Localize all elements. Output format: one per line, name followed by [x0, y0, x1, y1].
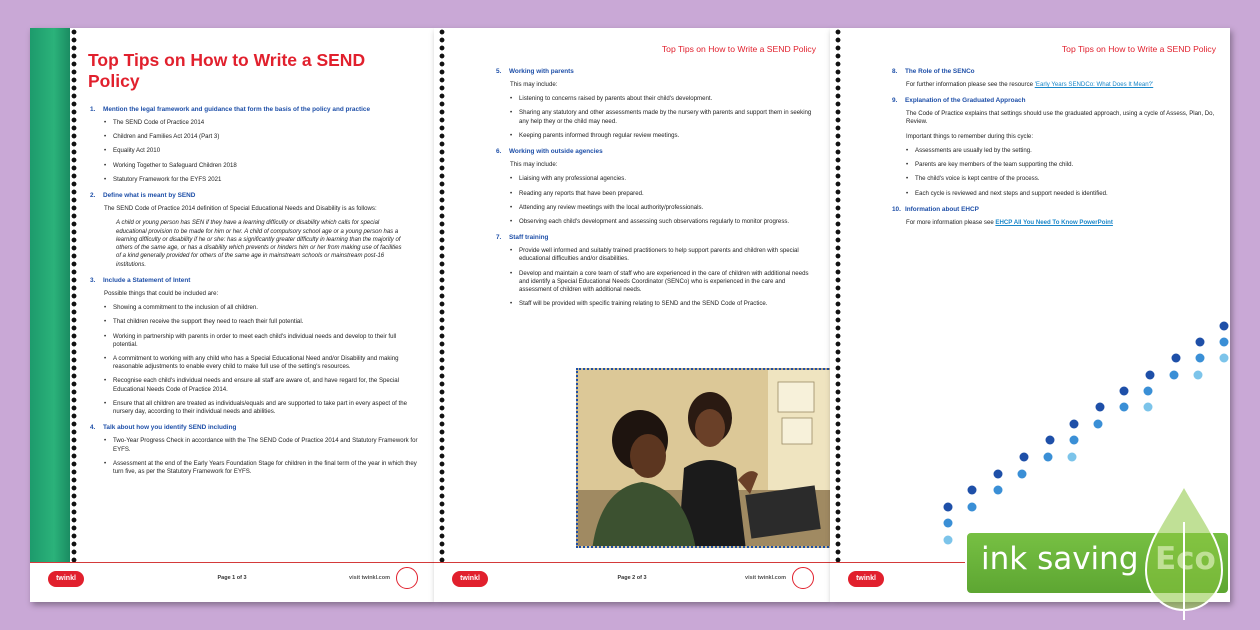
section-5-list — [510, 95, 816, 140]
page-1-content — [88, 28, 420, 558]
section-2-intro: The SEND Code of Practice 2014 definition of Special Educational Needs and Disability is as follows: — [104, 205, 377, 213]
list-item: • Attending any review meetings with the local authority/professionals. — [510, 204, 816, 212]
section-4-title: 4. Talk about how you identify SEND including — [90, 424, 237, 432]
section-10-text: For more information please see EHCP All You Need To Know PowerPoint — [906, 218, 1113, 226]
section-9-list — [906, 147, 1216, 198]
list-item: • Parents are key members of the team supporting the child. — [906, 161, 1216, 169]
section-10-title: 10. Information about EHCP — [892, 205, 979, 213]
section-8-text: For further information please see the resource 'Early Years SENDCo: What Does It Mean?' — [906, 81, 1154, 88]
photo-illustration — [578, 370, 830, 548]
list-item: • Recognise each child's individual needs and ensure all staff are aware of, and have regard for, the Special Educational Needs Code of Practice 2014. — [104, 377, 420, 393]
section-9-intro: The Code of Practice explains that settings should use the graduated approach, using a cycle of Assess, Plan, Do, Review. — [906, 110, 1215, 126]
list-item: • Working Together to Safeguard Children 2018 — [104, 162, 420, 170]
page-footer — [30, 562, 434, 602]
page-footer — [434, 562, 830, 602]
section-7-title: 7. Staff training — [496, 234, 549, 242]
list-item: • Listening to concerns raised by parents about their child's development. — [510, 95, 816, 103]
page-number: Page 2 of 3 — [617, 575, 647, 581]
section-8-title: 8. The Role of the SENCo — [892, 68, 975, 75]
list-item: • Observing each child's development and assessing such observations regularly to monitor progress. — [510, 218, 816, 226]
ink-saving-label: ink saving — [981, 541, 1139, 577]
list-item: • Keeping parents informed through regular review meetings. — [510, 132, 816, 140]
staff-photo — [576, 368, 830, 548]
dotted-binding — [438, 28, 446, 562]
section-1-title: 1. Mention the legal framework and guidance that form the basis of the policy and practice — [90, 106, 371, 113]
list-item: • Provide well informed and suitably trained practitioners to help support parents and children with special educational difficulties and/or disabilities. — [510, 247, 816, 263]
section-1-list — [104, 119, 420, 184]
section-5-title: 5. Working with parents — [496, 68, 574, 75]
list-item: • Two-Year Progress Check in accordance with the The SEND Code of Practice 2014 and Statutory Framework for EYFS. — [104, 437, 420, 453]
list-item: • The child's voice is kept centre of the process. — [906, 175, 1216, 183]
list-item: • A commitment to working with any child who has a Special Educational Need and/or Disability and making reasonable adjustments to enable every child to make full use of the setting's resources. — [104, 355, 420, 371]
twinkl-logo: twinkl — [48, 571, 84, 587]
list-item: • Sharing any statutory and other assessments made by the nursery with parents and support them in seeking any help they or the child may need. — [510, 109, 816, 125]
list-item: • Assessments are usually led by the setting. — [906, 147, 1216, 155]
dotted-binding — [70, 28, 78, 562]
page-title: Top Tips on How to Write a SEND Policy — [88, 50, 366, 91]
section-4-list — [104, 437, 420, 476]
list-item: • Equality Act 2010 — [104, 147, 420, 155]
list-item: • Working in partnership with parents in order to meet each child's individual needs and develop to their full potential. — [104, 333, 420, 349]
list-item: • The SEND Code of Practice 2014 — [104, 119, 420, 127]
twinkl-logo: twinkl — [848, 571, 884, 587]
list-item: • Children and Families Act 2014 (Part 3) — [104, 133, 420, 141]
page-1 — [30, 28, 434, 602]
section-7-list — [510, 247, 816, 308]
list-item: • Liaising with any professional agencies. — [510, 175, 816, 183]
section-6-title: 6. Working with outside agencies — [496, 148, 603, 156]
list-item: • Ensure that all children are treated as individuals/equals and are supported to take part in every aspect of the nursery day, according to their individual needs and abilities. — [104, 400, 420, 416]
dotted-binding — [834, 28, 842, 562]
list-item: • Develop and maintain a core team of staff who are experienced in the care of children with additional needs and identify a Special Educational Needs Coordinator (SENCo) who is experienced in the care and assessment of children with additional needs. — [510, 270, 816, 295]
list-item: • Each cycle is reviewed and next steps and support needed is identified. — [906, 190, 1216, 198]
send-definition-quote: A child or young person has SEN if they have a learning difficulty or disability which calls for special educational provision to be made for him or her. A child of compulsory school age or a young person has a learning difficulty or disability if he or she: has a significantly greater difficulty in learning than the majority of others of the same age, or has a disability which prevents or hinders him or her from making use of facilities of a kind generally provided for others of the same age in mainstream schools or mainstream post-16 institutions. — [116, 220, 402, 268]
quality-badge-icon — [792, 567, 814, 589]
leaf-icon — [1142, 482, 1226, 622]
page-header: Top Tips on How to Write a SEND Policy — [1061, 44, 1216, 54]
senco-resource-link[interactable]: 'Early Years SENDCo: What Does It Mean?' — [1034, 81, 1154, 88]
site-link[interactable]: visit twinkl.com — [349, 575, 390, 581]
list-item: • Reading any reports that have been prepared. — [510, 190, 816, 198]
section-6-intro: This may include: — [510, 161, 558, 169]
section-9-intro-2: Important things to remember during this cycle: — [906, 132, 1034, 140]
section-3-title: 3. Include a Statement of Intent — [90, 276, 191, 284]
section-2-title: 2. Define what is meant by SEND — [90, 192, 196, 200]
list-item: • That children receive the support they need to reach their full potential. — [104, 318, 420, 326]
list-item: • Statutory Framework for the EYFS 2021 — [104, 176, 420, 184]
section-6-list — [510, 175, 816, 226]
section-5-intro: This may include: — [510, 81, 558, 88]
site-link[interactable]: visit twinkl.com — [745, 575, 786, 581]
list-item: • Showing a commitment to the inclusion of all children. — [104, 304, 420, 312]
list-item: • Assessment at the end of the Early Years Foundation Stage for children in the final term of the year in which they turn five, as per the Statutory Framework for EYFS. — [104, 460, 420, 476]
ehcp-powerpoint-link[interactable]: EHCP All You Need To Know PowerPoint — [995, 218, 1113, 226]
section-3-intro: Possible things that could be included are: — [104, 289, 219, 297]
quality-badge-icon — [396, 567, 418, 589]
list-item: • Staff will be provided with specific training relating to SEND and the SEND Code of Practice. — [510, 300, 816, 308]
page-number: Page 1 of 3 — [217, 575, 247, 581]
section-3-list — [104, 304, 420, 416]
green-side-band — [30, 28, 70, 562]
page-header: Top Tips on How to Write a SEND Policy — [661, 44, 816, 54]
section-9-title: 9. Explanation of the Graduated Approach — [892, 97, 1026, 105]
page-2 — [434, 28, 830, 602]
twinkl-logo: twinkl — [452, 571, 488, 587]
page-3-content — [890, 28, 1216, 558]
